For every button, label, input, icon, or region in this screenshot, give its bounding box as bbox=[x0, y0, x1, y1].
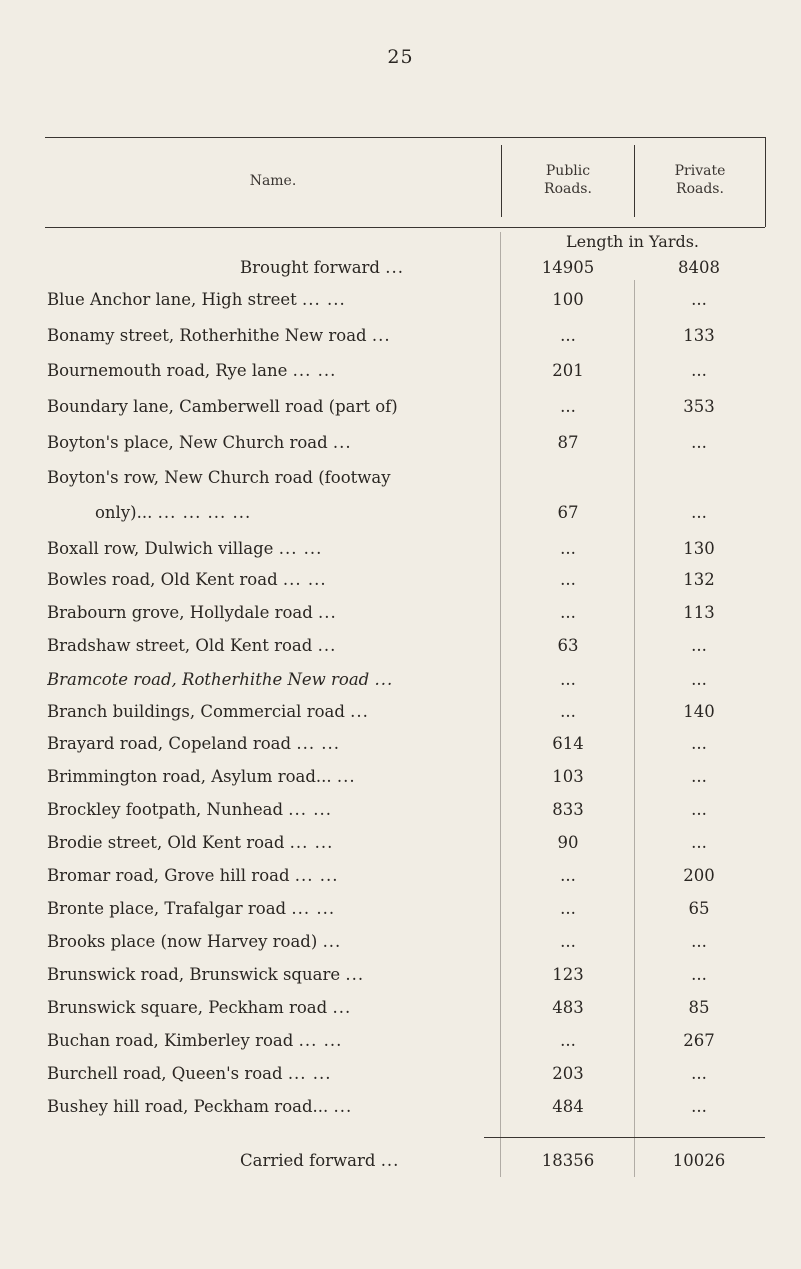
table-row bbox=[0, 965, 801, 997]
road-name: Brabourn grove, Hollydale road ... bbox=[47, 603, 337, 622]
table-row bbox=[0, 866, 801, 898]
public-roads-value: ... bbox=[560, 539, 576, 558]
table-row bbox=[0, 468, 801, 500]
public-roads-value: ... bbox=[560, 326, 576, 345]
private-roads-value: 200 bbox=[683, 866, 715, 885]
road-name: Burchell road, Queen's road ... ... bbox=[47, 1064, 332, 1083]
private-roads-value: ... bbox=[691, 1064, 707, 1083]
public-roads-total: 18356 bbox=[541, 1151, 595, 1170]
private-roads-value: ... bbox=[691, 361, 707, 380]
unit-label: Length in Yards. bbox=[565, 232, 699, 251]
private-roads-value: ... bbox=[691, 1097, 707, 1116]
public-roads-value: 67 bbox=[557, 503, 579, 522]
table-row bbox=[0, 767, 801, 799]
table-row bbox=[0, 433, 801, 465]
header-public-roads bbox=[502, 162, 634, 198]
table-row bbox=[0, 326, 801, 358]
private-roads-value: 133 bbox=[683, 326, 715, 345]
public-roads-value: 123 bbox=[552, 965, 584, 984]
road-name: Boyton's row, New Church road (footway bbox=[47, 468, 391, 487]
public-roads-value: 203 bbox=[552, 1064, 584, 1083]
table-row bbox=[0, 397, 801, 429]
page-number: 25 bbox=[387, 46, 414, 68]
public-roads-value: ... bbox=[560, 397, 576, 416]
table-row bbox=[0, 734, 801, 766]
private-roads-value: ... bbox=[691, 767, 707, 786]
public-roads-value: 87 bbox=[557, 433, 579, 452]
table-row bbox=[0, 290, 801, 322]
table-row bbox=[0, 670, 801, 702]
table-row bbox=[0, 932, 801, 964]
private-roads-value: 140 bbox=[683, 702, 715, 721]
public-roads-value: ... bbox=[560, 702, 576, 721]
private-roads-value: ... bbox=[691, 433, 707, 452]
road-name: Boyton's place, New Church road ... bbox=[47, 433, 352, 452]
road-name: Brayard road, Copeland road ... ... bbox=[47, 734, 341, 753]
road-name: Boundary lane, Camberwell road (part of) bbox=[47, 397, 398, 416]
road-name: only)... ... ... ... ... bbox=[95, 503, 252, 522]
public-roads-value: 103 bbox=[552, 767, 584, 786]
table-row bbox=[0, 258, 801, 290]
table-right-rule bbox=[765, 137, 766, 227]
table-row bbox=[0, 503, 801, 535]
table-row bbox=[0, 603, 801, 635]
road-name: Bushey hill road, Peckham road... ... bbox=[47, 1097, 353, 1116]
road-name: Bradshaw street, Old Kent road ... bbox=[47, 636, 337, 655]
private-roads-value: 113 bbox=[683, 603, 715, 622]
private-roads-value: ... bbox=[691, 833, 707, 852]
table-row bbox=[0, 833, 801, 865]
header-name: Name. bbox=[249, 173, 297, 189]
header-private-roads bbox=[635, 162, 765, 198]
private-roads-value: 8408 bbox=[678, 258, 720, 277]
road-name: Brunswick square, Peckham road ... bbox=[47, 998, 352, 1017]
road-name: Bronte place, Trafalgar road ... ... bbox=[47, 899, 336, 918]
table-row bbox=[0, 1031, 801, 1063]
road-name: Branch buildings, Commercial road ... bbox=[47, 702, 369, 721]
table-row bbox=[0, 800, 801, 832]
public-roads-value: ... bbox=[560, 570, 576, 589]
road-name: Brockley footpath, Nunhead ... ... bbox=[47, 800, 332, 819]
road-name: Bromar road, Grove hill road ... ... bbox=[47, 866, 339, 885]
table-row bbox=[0, 570, 801, 602]
header-public-line-1: Public bbox=[545, 163, 591, 179]
public-roads-value: ... bbox=[560, 866, 576, 885]
private-roads-value: 85 bbox=[688, 998, 710, 1017]
public-roads-value: 90 bbox=[557, 833, 579, 852]
carried-forward-rule bbox=[484, 1137, 765, 1138]
private-roads-value: ... bbox=[691, 800, 707, 819]
table-row bbox=[0, 1064, 801, 1096]
table-row bbox=[0, 539, 801, 571]
private-roads-value: 132 bbox=[683, 570, 715, 589]
header-bottom-rule bbox=[45, 227, 765, 228]
table-row bbox=[0, 361, 801, 393]
road-name: Brimmington road, Asylum road... ... bbox=[47, 767, 356, 786]
private-roads-value: ... bbox=[691, 503, 707, 522]
public-roads-value: 484 bbox=[552, 1097, 584, 1116]
private-roads-value: ... bbox=[691, 290, 707, 309]
header-private-line-2: Roads. bbox=[676, 181, 724, 197]
road-name: Brodie street, Old Kent road ... ... bbox=[47, 833, 334, 852]
header-private-line-1: Private bbox=[674, 163, 726, 179]
private-roads-value: 130 bbox=[683, 539, 715, 558]
public-roads-value: 100 bbox=[552, 290, 584, 309]
private-roads-value: ... bbox=[691, 965, 707, 984]
public-roads-value: 63 bbox=[557, 636, 579, 655]
road-name: Bramcote road, Rotherhithe New road ... bbox=[47, 670, 394, 689]
public-roads-value: ... bbox=[560, 670, 576, 689]
road-name: Bonamy street, Rotherhithe New road ... bbox=[47, 326, 391, 345]
private-roads-total: 10026 bbox=[672, 1151, 726, 1170]
private-roads-value: 65 bbox=[688, 899, 710, 918]
road-name: Bowles road, Old Kent road ... ... bbox=[47, 570, 327, 589]
private-roads-value: 267 bbox=[683, 1031, 715, 1050]
public-roads-value: ... bbox=[560, 1031, 576, 1050]
road-name: Carried forward ... bbox=[240, 1151, 400, 1170]
public-roads-value: 201 bbox=[552, 361, 584, 380]
public-roads-value: ... bbox=[560, 603, 576, 622]
road-name: Blue Anchor lane, High street ... ... bbox=[47, 290, 346, 309]
road-name: Boxall row, Dulwich village ... ... bbox=[47, 539, 323, 558]
private-roads-value: ... bbox=[691, 932, 707, 951]
private-roads-value: ... bbox=[691, 636, 707, 655]
private-roads-value: ... bbox=[691, 734, 707, 753]
private-roads-value: 353 bbox=[683, 397, 715, 416]
public-roads-value: 14905 bbox=[541, 258, 595, 277]
road-name: Buchan road, Kimberley road ... ... bbox=[47, 1031, 343, 1050]
header-public-line-2: Roads. bbox=[544, 181, 592, 197]
table-row bbox=[0, 998, 801, 1030]
public-roads-value: 833 bbox=[552, 800, 584, 819]
table-row bbox=[0, 702, 801, 734]
public-roads-value: ... bbox=[560, 899, 576, 918]
road-name: Brooks place (now Harvey road) ... bbox=[47, 932, 342, 951]
road-name: Bournemouth road, Rye lane ... ... bbox=[47, 361, 337, 380]
table-row-carried-forward bbox=[0, 1151, 801, 1183]
public-roads-value: 614 bbox=[552, 734, 584, 753]
road-name: Brunswick road, Brunswick square ... bbox=[47, 965, 365, 984]
table-row bbox=[0, 1097, 801, 1129]
public-roads-value: 483 bbox=[552, 998, 584, 1017]
road-name: Brought forward ... bbox=[240, 258, 404, 277]
table-row bbox=[0, 899, 801, 931]
table-row bbox=[0, 636, 801, 668]
private-roads-value: ... bbox=[691, 670, 707, 689]
table-top-rule bbox=[45, 137, 765, 138]
public-roads-value: ... bbox=[560, 932, 576, 951]
